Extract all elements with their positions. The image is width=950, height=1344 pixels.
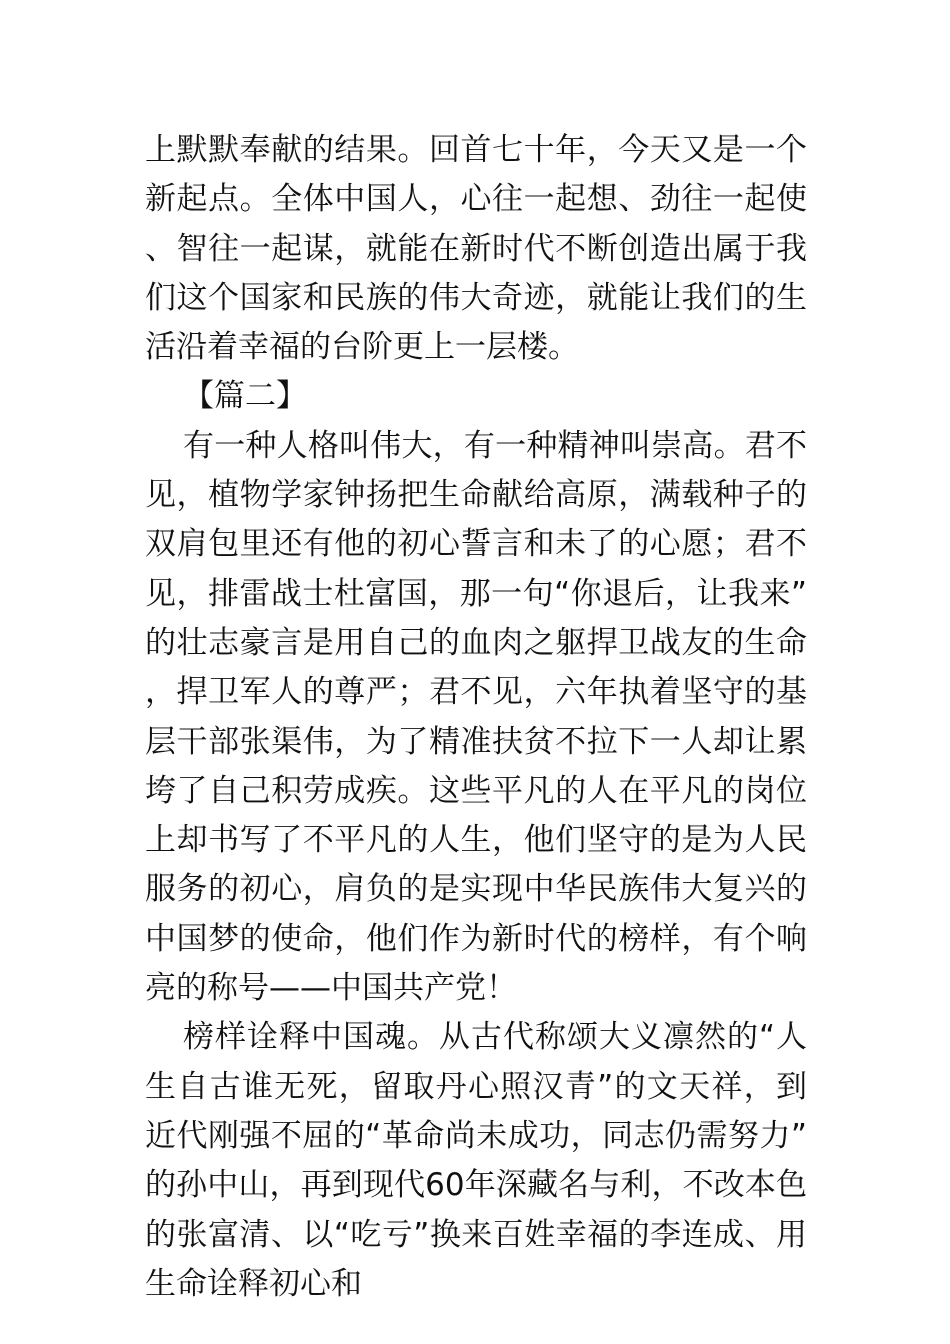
document-body — [145, 126, 807, 1309]
paragraph-chinese-soul: 榜样诠释中国魂。从古代称颂大义凛然的“人生自古谁无死，留取丹心照汉青”的文天祥，到近代刚强不屈的“革命尚未成功，同志仍需努力”的孙中山，再到现代60年深藏名与利，不改本色的张富清、以“吃亏”换来百姓幸福的李连成、用生命诠释初心和 — [145, 1019, 807, 1302]
section-heading: 【篇二】 — [183, 378, 307, 415]
paragraph-continuation: 上默默奉献的结果。回首七十年，今天又是一个新起点。全体中国人，心往一起想、劲往一起使、智往一起谋，就能在新时代不断创造出属于我们这个国家和民族的伟大奇迹，就能让我们的生活沿着幸福的台阶更上一层楼。 — [145, 132, 807, 366]
paragraph-role-models: 有一种人格叫伟大，有一种精神叫崇高。君不见，植物学家钟扬把生命献给高原，满载种子的双肩包里还有他的初心誓言和未了的心愿；君不见，排雷战士杜富国，那一句“你退后，让我来”的壮志豪言是用自己的血肉之躯捍卫战友的生命，捍卫军人的尊严；君不见，六年执着坚守的基层干部张渠伟，为了精准扶贫不拉下一人却让累垮了自己积劳成疾。这些平凡的人在平凡的岗位上却书写了不平凡的人生，他们坚守的是为人民服务的初心，肩负的是实现中华民族伟大复兴的中国梦的使命，他们作为新时代的榜样，有个响亮的称号——中国共产党！ — [145, 427, 807, 1007]
